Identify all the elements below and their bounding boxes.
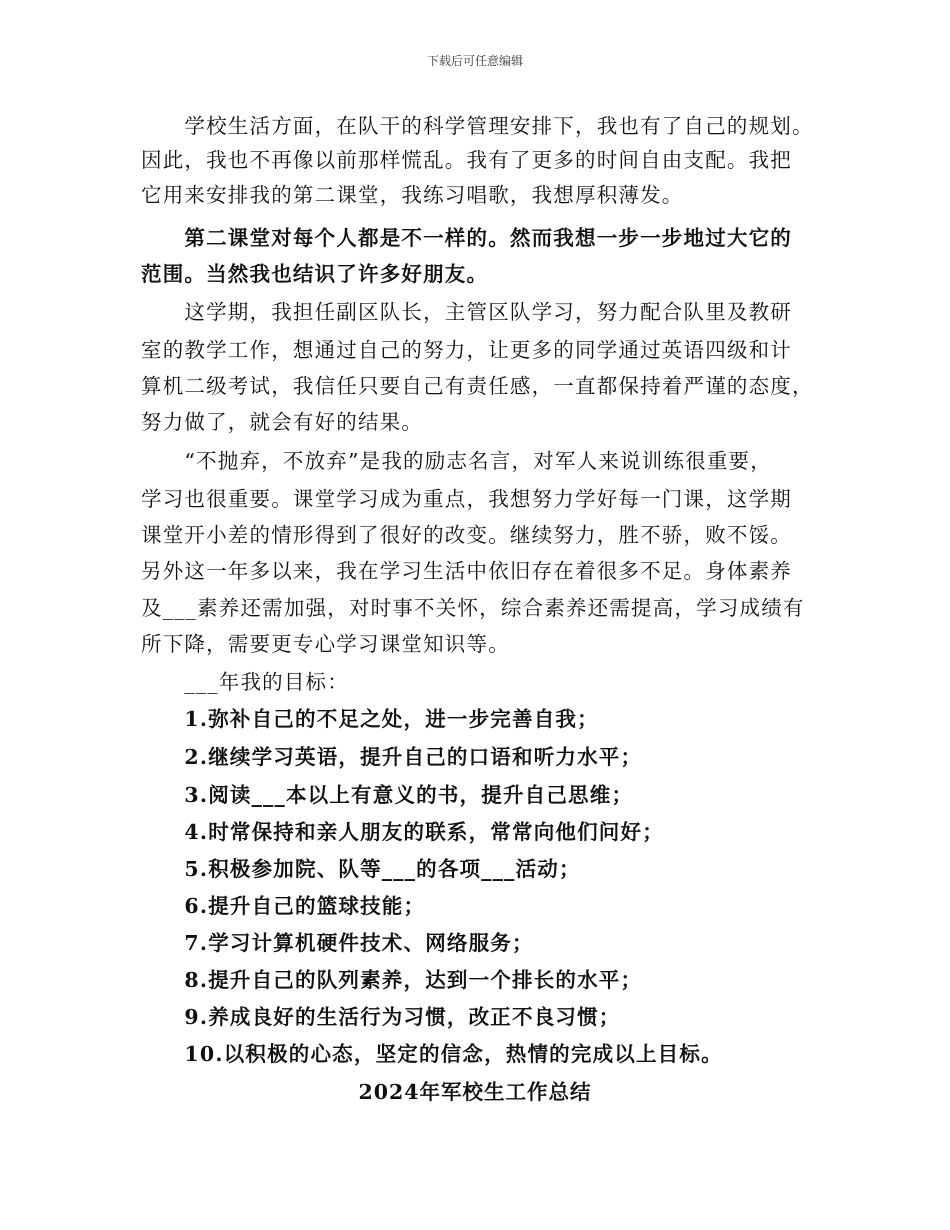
body-line: 课堂开小差的情形得到了很好的改变。继续努力，胜不骄，败不馁。 xyxy=(141,523,792,547)
body-line: 算机二级考试，我信任只要自己有责任感，一直都保持着严谨的态度， xyxy=(141,374,814,398)
page-header: 下载后可任意编辑 xyxy=(426,54,523,68)
body-line: 室的教学工作，想通过自己的努力，让更多的同学通过英语四级和计 xyxy=(141,338,792,362)
body-line: 所下降，需要更专心学习课堂知识等。 xyxy=(141,632,510,656)
body-line: 它用来安排我的第二课堂，我练习唱歌，我想厚积薄发。 xyxy=(141,183,684,207)
body-line: “不抛弃，不放弃”是我的励志名言，对军人来说训练很重要， xyxy=(141,449,772,473)
body-line: 及___素养还需加强，对时事不关怀，综合素养还需提高，学习成绩有 xyxy=(141,596,805,620)
body-line: ___年我的目标： xyxy=(141,670,349,694)
body-line: 学校生活方面，在队干的科学管理安排下，我也有了自己的规划。 xyxy=(141,114,814,138)
body-line: 努力做了，就会有好的结果。 xyxy=(141,410,424,434)
goal-item: 4.时常保持和亲人朋友的联系，常常向他们问好； xyxy=(141,820,664,844)
goal-item: 6.提升自己的篮球技能； xyxy=(141,894,426,918)
goal-item: 2.继续学习英语，提升自己的口语和听力水平； xyxy=(141,745,643,769)
body-line: 另外这一年多以来，我在学习生活中依旧存在着很多不足。身体素养 xyxy=(141,559,792,583)
goal-item: 8.提升自己的队列素养，达到一个排长的水平； xyxy=(141,968,643,992)
goal-item: 9.养成良好的生活行为习惯，改正不良习惯； xyxy=(141,1005,621,1029)
goal-item: 7.学习计算机硬件技术、网络服务； xyxy=(141,931,534,955)
body-line: 范围。当然我也结识了许多好朋友。 xyxy=(141,262,489,286)
section-title: 2024年军校生工作总结 xyxy=(358,1080,592,1104)
body-line: 这学期，我担任副区队长，主管区队学习，努力配合队里及教研 xyxy=(141,300,792,324)
goal-item: 5.积极参加院、队等___的各项___活动； xyxy=(141,857,581,881)
goal-item: 1.弥补自己的不足之处，进一步完善自我； xyxy=(141,707,599,731)
goal-item: 3.阅读___本以上有意义的书，提升自己思维； xyxy=(141,783,634,807)
body-line: 学习也很重要。课堂学习成为重点，我想努力学好每一门课，这学期 xyxy=(141,487,792,511)
body-line: 第二课堂对每个人都是不一样的。然而我想一步一步地过大它的 xyxy=(141,226,792,250)
goal-item: 10.以积极的心态，坚定的信念，热情的完成以上目标。 xyxy=(141,1042,723,1066)
body-line: 因此，我也不再像以前那样慌乱。我有了更多的时间自由支配。我把 xyxy=(141,148,792,172)
